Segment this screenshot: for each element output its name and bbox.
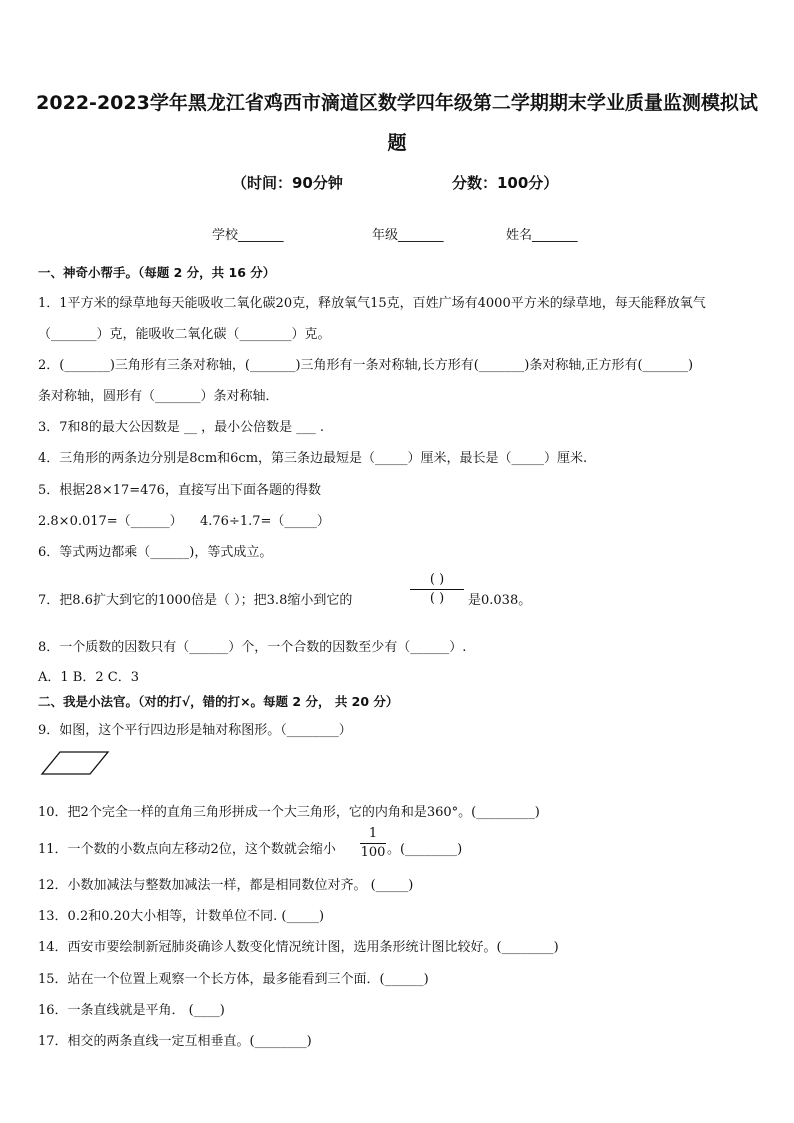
question-11-numerator: 1 <box>368 826 378 841</box>
question-17: 17．相交的两条直线一定互相垂直。(________) <box>38 1034 312 1049</box>
question-5: 5．根据28×17=476，直接写出下面各题的得数 <box>38 483 321 498</box>
question-11-denominator: 100 <box>360 845 386 860</box>
parallelogram-shape <box>42 752 108 774</box>
question-5b: 4.76÷1.7=（_____） <box>200 514 330 529</box>
question-12: 12．小数加减法与整数加减法一样，都是相同数位对齐。 (_____) <box>38 878 414 893</box>
question-8-options: A．1 B．2 C．3 <box>38 670 139 685</box>
page-title-line1: 2022-2023学年黑龙江省鸡西市滴道区数学四年级第二学期期末学业质量监测模拟试 <box>36 92 758 114</box>
question-14: 14．西安市要绘制新冠肺炎确诊人数变化情况统计图，选用条形统计图比较好。(________) <box>38 940 559 955</box>
exam-time: （时间：90分钟 <box>232 174 343 192</box>
question-3: 3．7和8的最大公因数是 __ ，最小公倍数是 ___ . <box>38 420 324 435</box>
question-6: 6．等式两边都乘（______)，等式成立。 <box>38 545 273 560</box>
name-field: 姓名_______ <box>506 228 578 243</box>
question-8: 8．一个质数的因数只有（______）个，一个合数的因数至少有（______）. <box>38 640 467 655</box>
question-7-part1: 7．把8.6扩大到它的1000倍是（ ）；把3.8缩小到它的 <box>38 593 353 608</box>
fraction-bar <box>410 589 464 590</box>
exam-score: 分数：100分） <box>452 174 559 192</box>
question-1-line2: （_______）克，能吸收二氧化碳（________）克。 <box>38 327 331 342</box>
question-9: 9．如图，这个平行四边形是轴对称图形。（________） <box>38 723 352 738</box>
question-13: 13．0.2和0.20大小相等，计数单位不同. (_____) <box>38 909 325 924</box>
question-11-fraction <box>360 826 386 861</box>
parallelogram-figure <box>40 750 112 778</box>
question-11-part2: 。(________) <box>387 842 463 857</box>
question-7-fraction <box>410 572 464 607</box>
question-7-numerator: ( ) <box>429 572 445 587</box>
question-2-line1: 2．(_______)三角形有三条对称轴，(_______)三角形有一条对称轴,长方形有(_______)条对称轴,正方形有(_______) <box>38 358 694 373</box>
question-16: 16．一条直线就是平角． (____) <box>38 1003 225 1018</box>
fraction-bar <box>360 843 386 844</box>
question-5a: 2.8×0.017=（______） <box>38 514 183 529</box>
section2-heading: 二、我是小法官。（对的打√，错的打×。每题 2 分， 共 20 分） <box>38 694 399 709</box>
question-10: 10．把2个完全一样的直角三角形拼成一个大三角形，它的内角和是360°。(_________) <box>38 805 540 820</box>
page-title-line2: 题 <box>387 132 407 154</box>
question-11-part1: 11．一个数的小数点向左移动2位，这个数就会缩小 <box>38 842 336 857</box>
grade-field: 年级_______ <box>372 228 444 243</box>
question-2-line2: 条对称轴，圆形有（_______）条对称轴． <box>38 389 279 404</box>
school-field: 学校_______ <box>212 228 284 243</box>
question-1-line1: 1．1平方米的绿草地每天能吸收二氧化碳20克，释放氧气15克，百姓广场有4000平方米的绿草地，每天能释放氧气 <box>38 296 706 311</box>
question-7-part2: 是0.038。 <box>468 593 532 608</box>
section1-heading: 一、神奇小帮手。（每题 2 分，共 16 分） <box>38 265 276 280</box>
question-15: 15．站在一个位置上观察一个长方体，最多能看到三个面．(______) <box>38 972 429 987</box>
question-7-denominator: ( ) <box>429 591 445 606</box>
question-4: 4．三角形的两条边分别是8cm和6cm，第三条边最短是（_____）厘米，最长是（_____）厘米. <box>38 451 588 466</box>
